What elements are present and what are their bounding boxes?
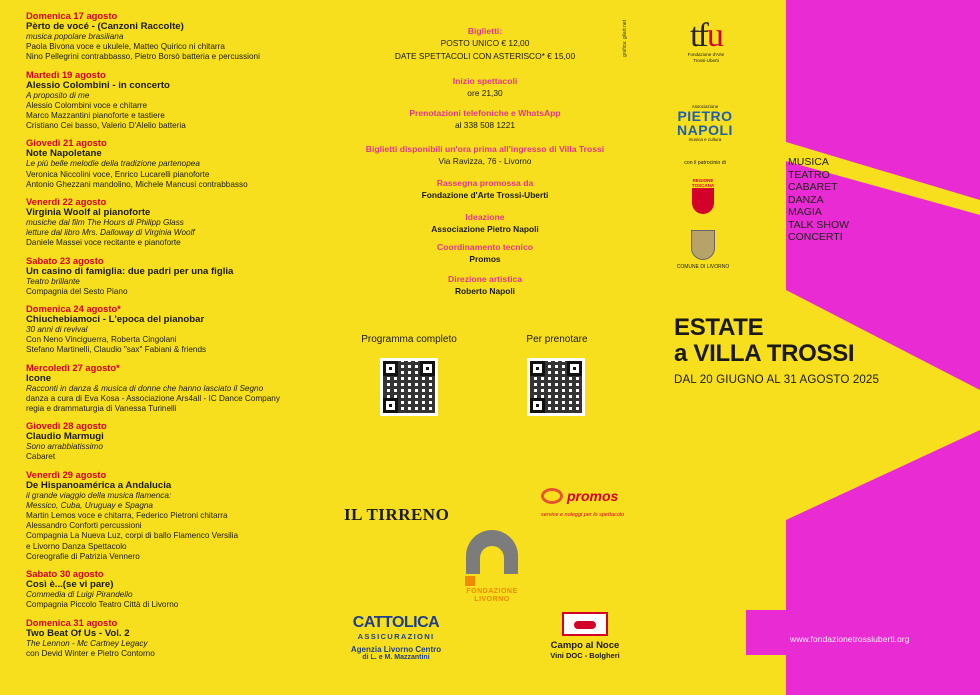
event-detail: Compagnia La Nueva Luz, corpi di ballo Flamenco Versilia <box>26 531 239 541</box>
event-detail: Stefano Martinelli, Claudio "sax" Fabiani & friends <box>26 345 207 355</box>
event-date: Domenica 24 agosto* <box>26 303 121 315</box>
event-detail: Cristiano Cei basso, Valerio D'Alelio batteria <box>26 121 186 131</box>
il-tirreno-logo: IL TIRRENO <box>344 505 450 524</box>
info-value: Fondazione d'Arte Trossi-Uberti <box>421 190 549 200</box>
info-value: POSTO UNICO € 12,00 <box>440 38 530 48</box>
regione-toscana-logo: REGIONE TOSCANA <box>686 178 720 214</box>
event-detail: Marco Mazzantini pianoforte e tastiere <box>26 111 165 121</box>
event-title: Così è...(se vi pare) <box>26 579 114 591</box>
event-detail: musiche dal film The Hours di Philipp Glass <box>26 218 184 228</box>
event-detail: Teatro brillante <box>26 276 80 286</box>
event-date: Domenica 31 agosto <box>26 616 118 628</box>
info-heading: Ideazione <box>465 212 505 222</box>
campo-al-noce-logo: Campo al Noce Vini DOC - Bolgheri <box>535 612 635 660</box>
event-item <box>26 10 320 63</box>
qr-label-program: Programma completo <box>361 334 457 345</box>
info-heading: Coordinamento tecnico <box>437 242 533 252</box>
event-detail: con Devid Winter e Pietro Contorno <box>26 648 155 658</box>
event-detail: Alessio Colombini voce e chitarre <box>26 100 148 110</box>
info-block <box>320 212 650 236</box>
event-item <box>26 420 320 462</box>
info-block <box>320 242 650 266</box>
event-detail: Paola Bivona voce e ukulele, Matteo Quirico ni chitarra <box>26 42 225 52</box>
genre-item: CABARET <box>788 181 838 193</box>
event-item <box>26 617 320 659</box>
pietro-napoli-logo: Associazione PIETRO NAPOLI musica e cultura <box>677 104 733 142</box>
genre-item: TEATRO <box>788 168 830 181</box>
event-detail: 30 anni di revival <box>26 325 88 335</box>
arch-icon <box>466 530 518 574</box>
qr-label-booking: Per prenotare <box>526 334 588 345</box>
event-detail: musica popolare brasiliana <box>26 32 124 41</box>
event-item <box>26 255 320 297</box>
graphic-credit: grafica: gliart.net <box>622 20 628 57</box>
event-detail: The Lennon - Mc Cartney Legacy <box>26 638 148 648</box>
info-value: Roberto Napoli <box>454 286 516 296</box>
info-block <box>320 26 650 63</box>
event-title: De Hispanoamérica a Andalucia <box>26 479 172 491</box>
pegasus-icon <box>692 188 714 214</box>
event-title: Alessio Colombini - in concerto <box>26 79 170 91</box>
event-detail: Antonio Ghezzani mandolino, Michele Mancusi contrabbasso <box>26 179 248 189</box>
info-heading: Biglietti disponibili un'ora prima all'ingresso di Villa Trossi <box>365 144 605 154</box>
event-detail: Compagnia Piccolo Teatro Città di Livorno <box>26 600 179 610</box>
info-value: Via Ravizza, 76 - Livorno <box>438 156 532 166</box>
event-detail: regia e drammaturgia di Vanessa Turinelli <box>26 404 177 414</box>
fondazione-livorno-logo: FONDAZIONE LIVORNO <box>457 530 527 604</box>
event-detail: Le più belle melodie della tradizione partenopea <box>26 159 200 169</box>
info-value: ore 21,30 <box>467 88 503 98</box>
event-detail: Martin Lemos voce e chitarra, Federico Pietroni chitarra <box>26 511 228 521</box>
website-link[interactable]: www.fondazionetrossiuberti.org <box>790 634 910 644</box>
page-title: ESTATE a VILLA TROSSI <box>674 314 855 367</box>
event-detail: Compagnia del Sesto Piano <box>26 286 128 296</box>
event-title: Claudio Marmugi <box>26 431 104 443</box>
event-date: Sabato 30 agosto <box>26 568 104 580</box>
event-date: Mercoledì 27 agosto* <box>26 361 120 373</box>
info-value: Promos <box>469 254 501 264</box>
event-title: Pèrto de vocé - (Canzoni Raccolte) <box>26 21 184 32</box>
event-title: Two Beat Of Us - Vol. 2 <box>26 627 130 639</box>
event-detail: Daniele Massei voce recitante e pianoforte <box>26 238 181 248</box>
genre-item: MAGIA <box>788 206 822 218</box>
genres-list <box>788 156 849 244</box>
info-block <box>320 178 650 202</box>
event-detail: Nino Pellegrini contrabbasso, Pietro Borsò batteria e percussioni <box>26 52 260 62</box>
event-date: Venerdì 29 agosto <box>26 468 107 480</box>
event-item <box>26 469 320 562</box>
event-detail: Coreografie di Patrizia Vennero <box>26 551 140 561</box>
event-title: Note Napoletane <box>26 148 102 160</box>
event-item <box>26 362 320 415</box>
event-title: Icone <box>26 372 52 384</box>
event-item <box>26 303 320 356</box>
promos-logo: promos service e noleggi per lo spettacolo <box>541 488 625 518</box>
event-detail: il grande viaggio della musica flamenca: <box>26 490 172 500</box>
event-detail: letture dal libro Mrs. Dalloway di Virginia Woolf <box>26 228 195 238</box>
event-title: Chiuchebiamoci - L'epoca del pianobar <box>26 314 205 326</box>
event-detail: Messico, Cuba, Uruguay e Spagna <box>26 500 153 510</box>
event-item <box>26 137 320 190</box>
info-heading: Rassegna promossa da <box>436 178 534 188</box>
event-detail: Con Neno Vinciguerra, Roberta Cingolani <box>26 335 177 345</box>
event-detail: Cabaret <box>26 452 56 462</box>
event-title: Un casino di famiglia: due padri per una figlia <box>26 265 234 277</box>
info-block <box>320 144 650 168</box>
program-column <box>0 0 320 695</box>
event-date: Martedì 19 agosto <box>26 68 106 80</box>
event-date: Sabato 23 agosto <box>26 254 104 266</box>
festival-dates: DAL 20 GIUGNO AL 31 AGOSTO 2025 <box>674 373 880 386</box>
event-detail: Sono arrabbiatissimo <box>26 442 103 452</box>
info-heading: Biglietti: <box>467 26 503 36</box>
info-heading: Inizio spettacoli <box>452 76 518 86</box>
info-value: al 338 508 1221 <box>454 120 516 130</box>
genre-item: TALK SHOW <box>788 218 850 231</box>
campo-icon <box>562 612 608 636</box>
event-item <box>26 69 320 132</box>
info-value: Associazione Pietro Napoli <box>431 224 539 234</box>
event-item <box>26 568 320 610</box>
info-value: DATE SPETTACOLI CON ASTERISCO* € 15,00 <box>394 51 576 61</box>
event-detail: danza a cura di Eva Kosa - Associazione Ars4all - IC Dance Company <box>26 393 280 403</box>
city-crest-icon <box>691 230 715 260</box>
info-block <box>320 108 650 132</box>
comune-livorno-logo: COMUNE DI LIVORNO <box>668 230 738 270</box>
genre-item: MUSICA <box>788 156 829 168</box>
event-detail: A proposito di me <box>26 90 90 100</box>
info-heading: Prenotazioni telefoniche e WhatsApp <box>409 108 561 118</box>
event-date: Domenica 17 agosto <box>26 10 118 21</box>
speaker-icon <box>541 488 563 504</box>
cattolica-logo: CATTOLICA ASSICURAZIONI Agenzia Livorno Centro di L. e M. Mazzantini <box>350 614 442 661</box>
qr-code-program[interactable] <box>380 358 438 416</box>
event-date: Giovedì 21 agosto <box>26 137 107 149</box>
event-detail: e Livorno Danza Spettacolo <box>26 541 127 551</box>
event-item <box>26 196 320 249</box>
event-detail: Commedia di Luigi Pirandello <box>26 590 133 600</box>
event-date: Giovedì 28 agosto <box>26 420 107 432</box>
genre-item: DANZA <box>788 193 824 206</box>
event-date: Venerdì 22 agosto <box>26 196 107 208</box>
event-detail: Racconti in danza & musica di donne che hanno lasciato il Segno <box>26 383 264 393</box>
event-detail: Veronica Niccolini voce, Enrico Lucarelli pianoforte <box>26 169 210 179</box>
patronage-label: con il patrocinio di <box>684 160 726 166</box>
event-detail: Alessandro Conforti percussioni <box>26 521 142 531</box>
info-block <box>320 274 650 298</box>
info-heading: Direzione artistica <box>447 274 523 284</box>
event-title: Virginia Woolf al pianoforte <box>26 207 151 219</box>
genre-item: CONCERTI <box>788 231 843 243</box>
info-block <box>320 76 650 100</box>
trossi-uberti-logo: tfu Fondazione d'Arte Trossi-Uberti <box>687 17 725 63</box>
qr-code-booking[interactable] <box>527 358 585 416</box>
